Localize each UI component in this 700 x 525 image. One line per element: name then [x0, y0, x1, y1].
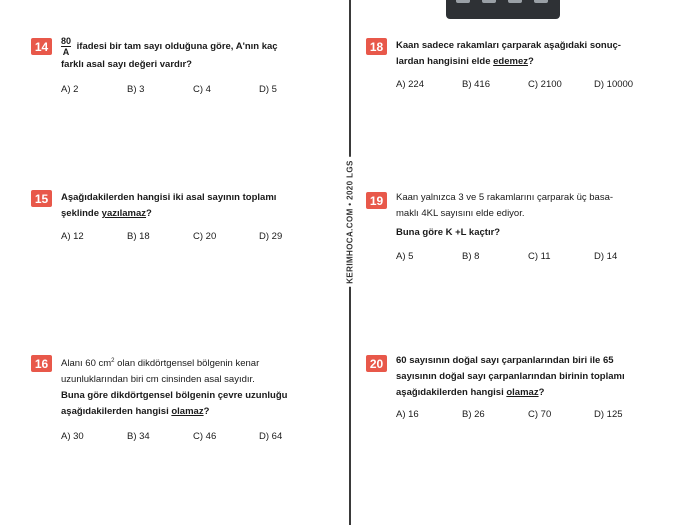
question-text	[61, 353, 259, 388]
underlined-keyword: yazılamaz	[101, 208, 147, 219]
option-b[interactable]: B) 26	[462, 409, 485, 420]
option-b[interactable]: B) 34	[127, 431, 150, 442]
question-text	[396, 38, 621, 70]
device-key	[482, 0, 496, 3]
option-c[interactable]: C) 46	[193, 431, 217, 442]
question-text	[61, 190, 276, 222]
question-line	[61, 36, 278, 57]
question-text-part: şeklinde	[61, 208, 102, 219]
option-a[interactable]: A) 224	[396, 79, 424, 90]
answer-options	[396, 251, 660, 262]
option-d[interactable]: D) 10000	[594, 79, 634, 90]
side-label: KERIMHOCA.COM • 2020 LGS	[346, 157, 355, 287]
underlined-keyword: olamaz	[171, 406, 204, 417]
question-line	[396, 54, 621, 70]
question-line: farklı asal sayı değeri vardır?	[61, 59, 192, 70]
question-line: Kaan sadece rakamları çarparak aşağıdaki sonuç-	[396, 40, 621, 51]
option-b[interactable]: B) 8	[462, 251, 480, 262]
answer-options	[61, 84, 325, 95]
question-line: uzunluklarından biri cm cinsinden asal sayıdır.	[61, 374, 255, 386]
question-text-part: aşağıdakilerden hangisi	[61, 406, 172, 417]
option-c[interactable]: C) 20	[193, 231, 217, 242]
fraction-numerator: 80	[61, 36, 72, 46]
option-a[interactable]: A) 30	[61, 431, 84, 442]
option-d[interactable]: D) 125	[594, 409, 623, 420]
question-line: 60 sayısının doğal sayı çarpanlarından biri ile 65	[396, 355, 614, 366]
device-bar	[446, 0, 560, 19]
question-text-part: lardan hangisini elde	[396, 56, 494, 67]
answer-options	[396, 409, 660, 420]
question-text-part: ?	[528, 56, 534, 67]
question-text-part: Alanı 60 cm	[61, 358, 112, 370]
question-line	[61, 353, 259, 372]
question-line: Buna göre dikdörtgensel bölgenin çevre uzunluğu	[61, 390, 288, 401]
question-text-part: ?	[146, 208, 152, 219]
question-prompt	[61, 388, 287, 420]
option-a[interactable]: A) 2	[61, 84, 79, 95]
option-d[interactable]: D) 29	[259, 231, 283, 242]
answer-options	[61, 231, 325, 242]
option-a[interactable]: A) 5	[396, 251, 414, 262]
device-key	[534, 0, 548, 3]
device-key	[508, 0, 522, 3]
question-line	[61, 404, 287, 420]
question-number: 15	[31, 190, 52, 207]
fraction-denominator: A	[62, 47, 70, 57]
answer-options	[396, 79, 660, 90]
question-text	[61, 36, 278, 73]
option-b[interactable]: B) 3	[127, 84, 145, 95]
option-b[interactable]: B) 18	[127, 231, 150, 242]
question-line: maklı 4KL sayısını elde ediyor.	[396, 208, 525, 219]
question-text-part: ifadesi bir tam sayı olduğuna göre, A'nın kaç	[74, 41, 278, 53]
underlined-keyword: edemez	[493, 56, 528, 67]
question-number: 20	[366, 355, 387, 372]
question-prompt: Buna göre K +L kaçtır?	[396, 227, 501, 238]
option-c[interactable]: C) 11	[528, 251, 551, 262]
question-number: 16	[31, 355, 52, 372]
question-line	[396, 385, 646, 401]
question-text	[396, 190, 613, 222]
device-key	[456, 0, 470, 3]
superscript: 2	[111, 358, 115, 364]
question-line	[61, 206, 276, 222]
underlined-keyword: olamaz	[506, 387, 539, 398]
option-d[interactable]: D) 64	[259, 431, 283, 442]
option-a[interactable]: A) 16	[396, 409, 419, 420]
question-text-part: olan dikdörtgensel bölgenin kenar	[114, 358, 260, 370]
option-c[interactable]: C) 2100	[528, 79, 562, 90]
question-text-part: ?	[538, 387, 545, 398]
option-a[interactable]: A) 12	[61, 231, 84, 242]
fraction	[61, 36, 71, 57]
question-text-part: aşağıdakilerden hangisi	[396, 387, 507, 398]
question-number: 18	[366, 38, 387, 55]
option-d[interactable]: D) 5	[259, 84, 277, 95]
option-d[interactable]: D) 14	[594, 251, 618, 262]
option-c[interactable]: C) 4	[193, 84, 211, 95]
question-number: 14	[31, 38, 52, 55]
answer-options	[61, 431, 325, 442]
question-line: Aşağıdakilerden hangisi iki asal sayının toplamı	[61, 192, 277, 203]
question-text-part: ?	[203, 406, 210, 417]
option-b[interactable]: B) 416	[462, 79, 490, 90]
question-text	[396, 353, 646, 401]
question-line: sayısının doğal sayı çarpanlarından birinin toplamı	[396, 371, 625, 382]
question-number: 19	[366, 192, 387, 209]
question-line: Kaan yalnızca 3 ve 5 rakamlarını çarparak üç basa-	[396, 192, 614, 203]
option-c[interactable]: C) 70	[528, 409, 552, 420]
